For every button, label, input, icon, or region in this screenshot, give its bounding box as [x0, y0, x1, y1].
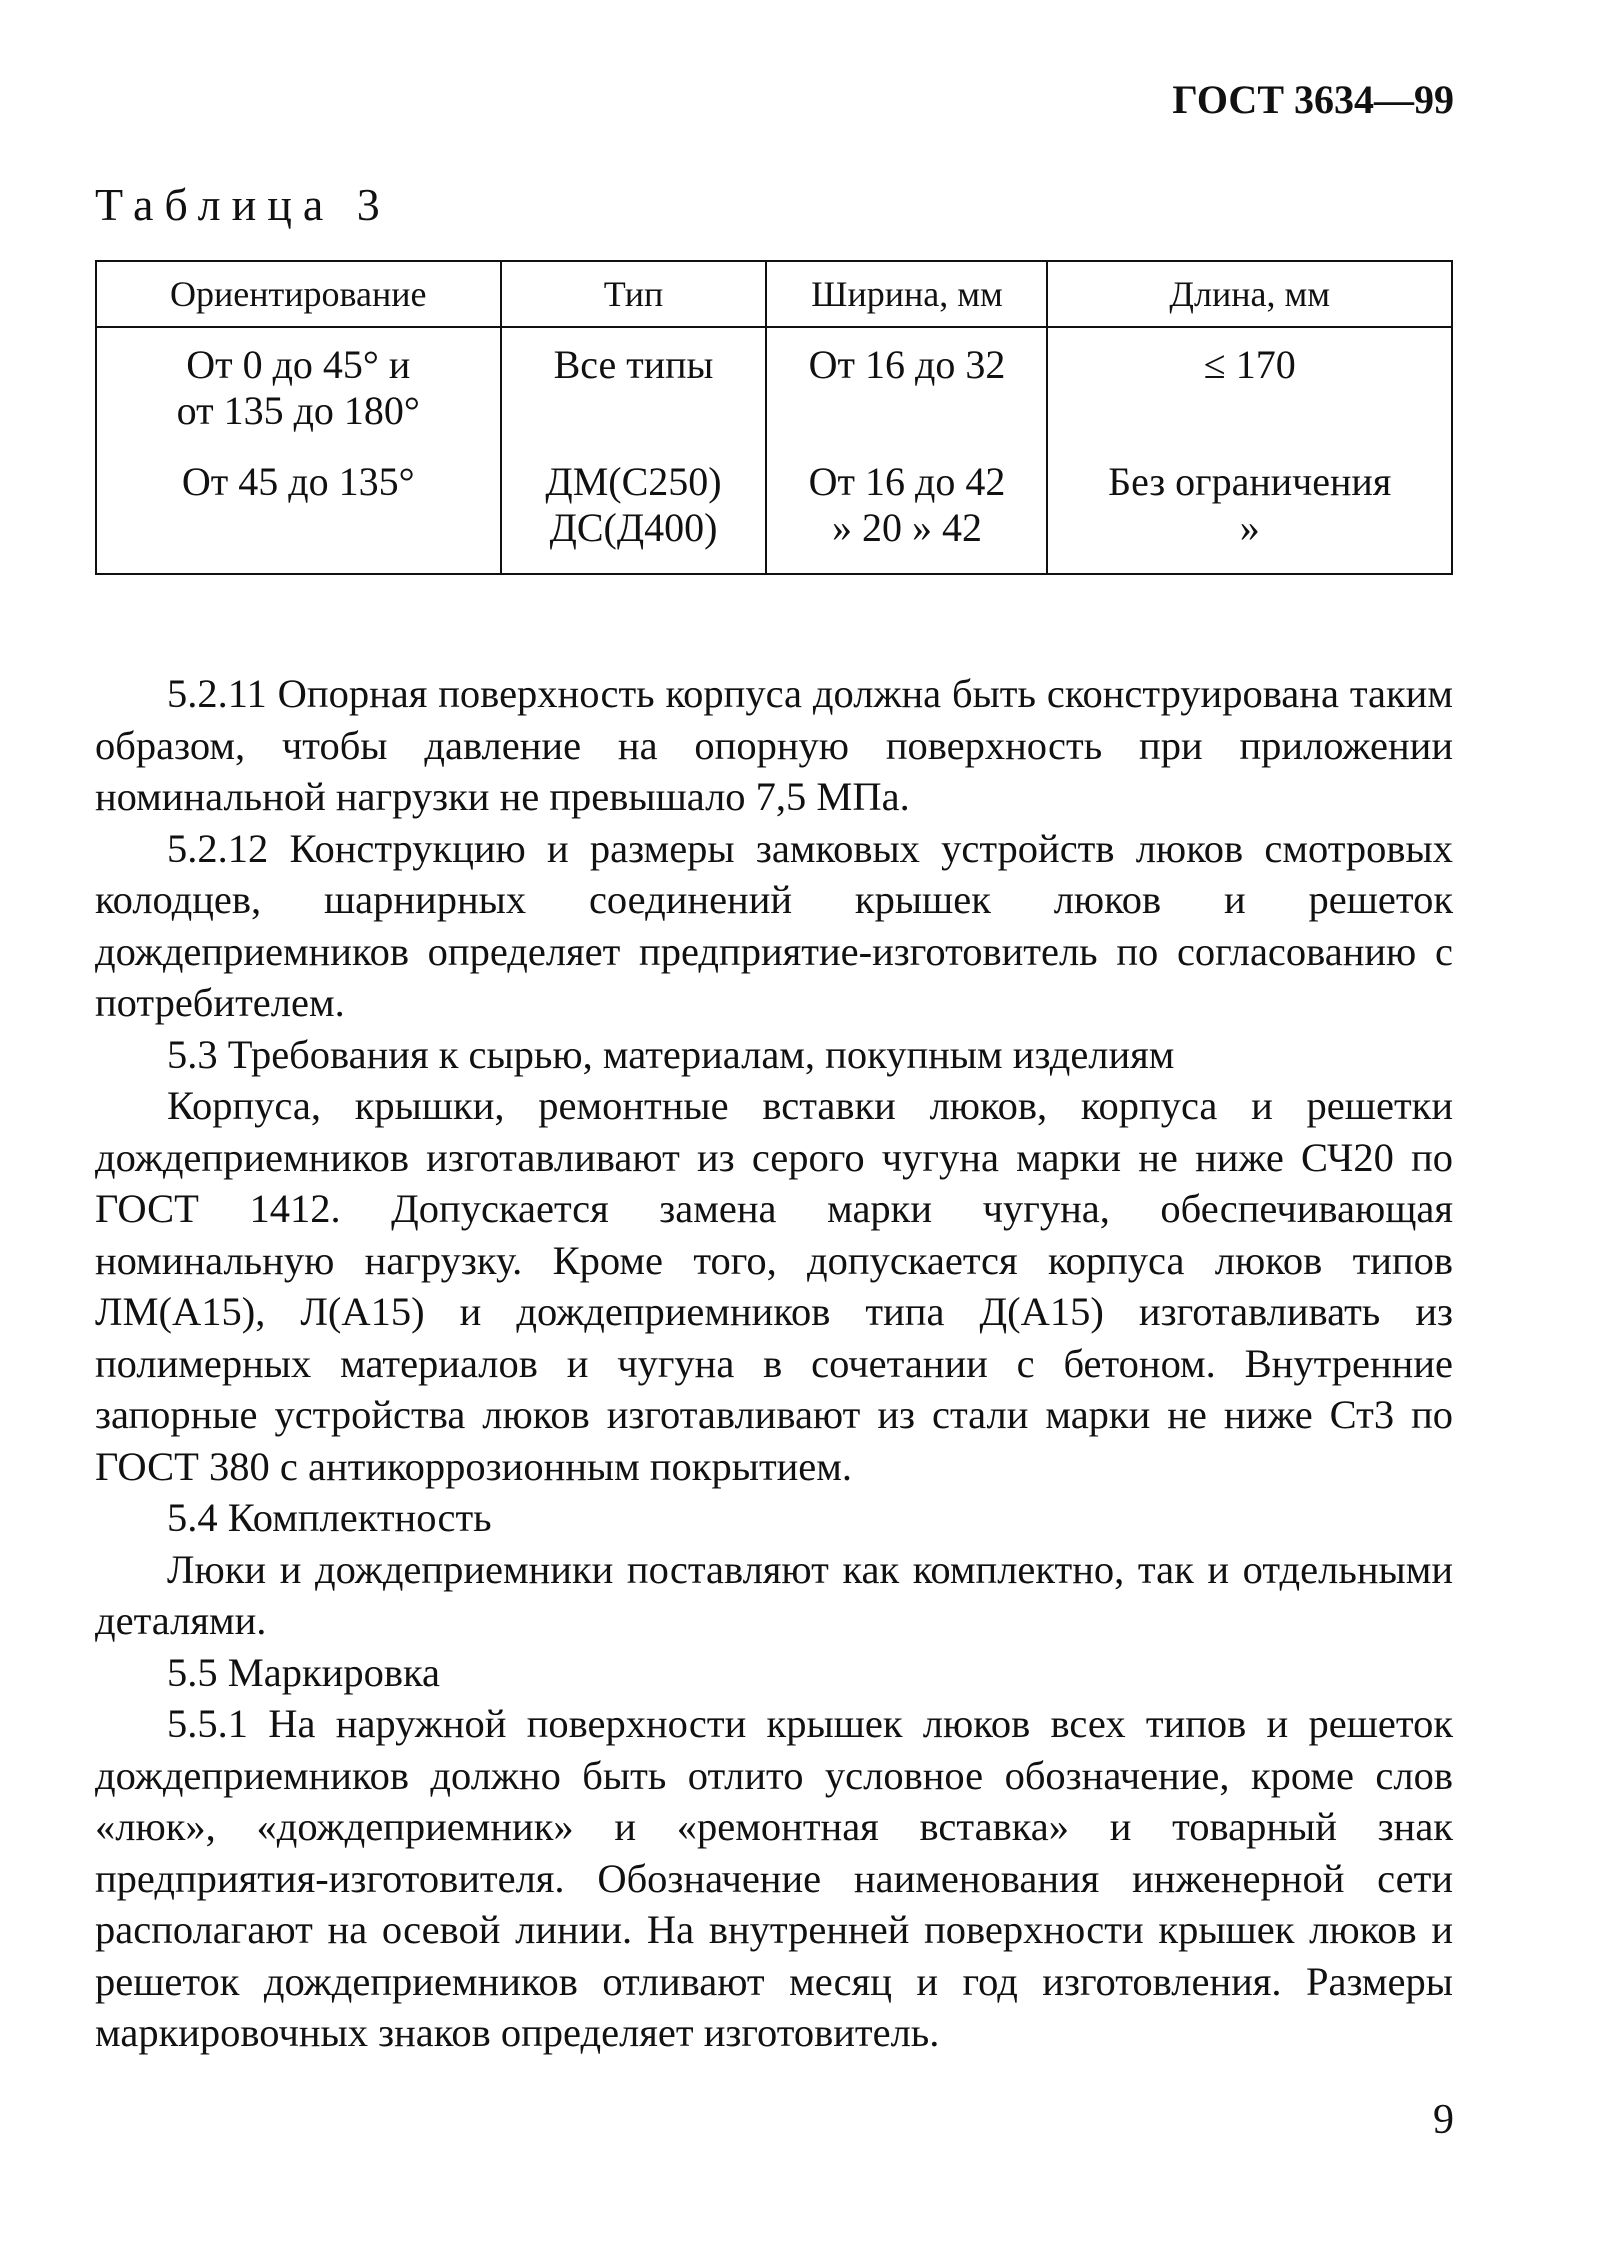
cell-line: От 16 до 32 [808, 342, 1006, 387]
cell-line: Все типы [553, 342, 714, 387]
cell-line: » [1239, 505, 1260, 550]
cell-line: от 135 до 180° [176, 388, 420, 433]
cell-type [501, 327, 767, 435]
cell-type [501, 435, 767, 574]
cell-length [1047, 327, 1452, 435]
section-heading-5-4: 5.4 Комплектность [167, 1495, 492, 1540]
cell-line: От 16 до 42 [808, 459, 1006, 504]
section-heading-5-5: 5.5 Маркировка [167, 1649, 440, 1695]
body-text [95, 668, 1453, 2059]
column-header-length: Длина, мм [1047, 261, 1452, 327]
cell-line: ДМ(С250) [545, 459, 722, 504]
page-number: 9 [1433, 2097, 1454, 2143]
column-header-width: Ширина, мм [766, 261, 1047, 327]
cell-line: Без ограничения [1108, 459, 1392, 504]
cell-line: ДС(Д400) [549, 505, 718, 550]
cell-width [766, 435, 1047, 574]
cell-line: От 0 до 45° и [186, 342, 411, 387]
paragraph-5-2-11: 5.2.11 Опорная поверхность корпуса должна быть сконструирована таким образом, чтобы давление на опорную поверхность при приложении номинальной нагрузки не превышало 7,5 МПа. [95, 671, 1453, 819]
column-header-orientation: Ориентирование [96, 261, 501, 327]
cell-line: » 20 » 42 [831, 505, 982, 550]
paragraph-5-5-1: 5.5.1 На наружной поверхности крышек люков всех типов и решеток дождеприемников должно быть отлито условное обозначение, кроме слов «люк», «дождеприемник» и «ремонтная вставка» и товарный знак предприятия-изготовителя. Обозначение наименования инженерной сети располагают на осевой линии. На внутренней поверхности крышек люков и решеток дождеприемников отливают месяц и год изготовления. Размеры маркировочных знаков определяет изготовитель. [95, 1701, 1453, 2055]
cell-length [1047, 435, 1452, 574]
cell-width [766, 327, 1047, 435]
table-caption: Таблица 3 [95, 179, 391, 230]
cell-line: ≤ 170 [1203, 342, 1296, 387]
cell-orientation [96, 327, 501, 435]
section-heading-5-3: 5.3 Требования к сырью, материалам, покупным изделиям [167, 1031, 1175, 1077]
cell-orientation [96, 435, 501, 574]
spec-table [95, 260, 1453, 575]
page-header-code: ГОСТ 3634—99 [1172, 77, 1454, 122]
paragraph-materials: Корпуса, крышки, ремонтные вставки люков, корпуса и решетки дождеприемников изготавливают из серого чугуна марки не ниже СЧ20 по ГОСТ 1412. Допускается замена марки чугуна, обеспечивающая номинальную нагрузку. Кроме того, допускается корпуса люков типов ЛМ(А15), Л(А15) и дождеприемников типа Д(А15) изготавливать из полимерных материалов и чугуна в сочетании с бетоном. Внутренние запорные устройства люков изготавливают из стали марки не ниже Ст3 по ГОСТ 380 с антикоррозионным покрытием. [95, 1083, 1453, 1489]
paragraph-completeness: Люки и дождеприемники поставляют как комплектно, так и отдельными деталями. [95, 1546, 1453, 1643]
cell-line: От 45 до 135° [181, 459, 415, 504]
table-row [96, 435, 1452, 574]
table-header-row [96, 261, 1452, 327]
paragraph-5-2-12: 5.2.12 Конструкцию и размеры замковых устройств люков смотровых колодцев, шарнирных соединений крышек люков и решеток дождеприемников определяет предприятие-изготовитель по согласованию с потребителем. [95, 825, 1453, 1025]
column-header-type: Тип [501, 261, 767, 327]
table-row [96, 327, 1452, 435]
